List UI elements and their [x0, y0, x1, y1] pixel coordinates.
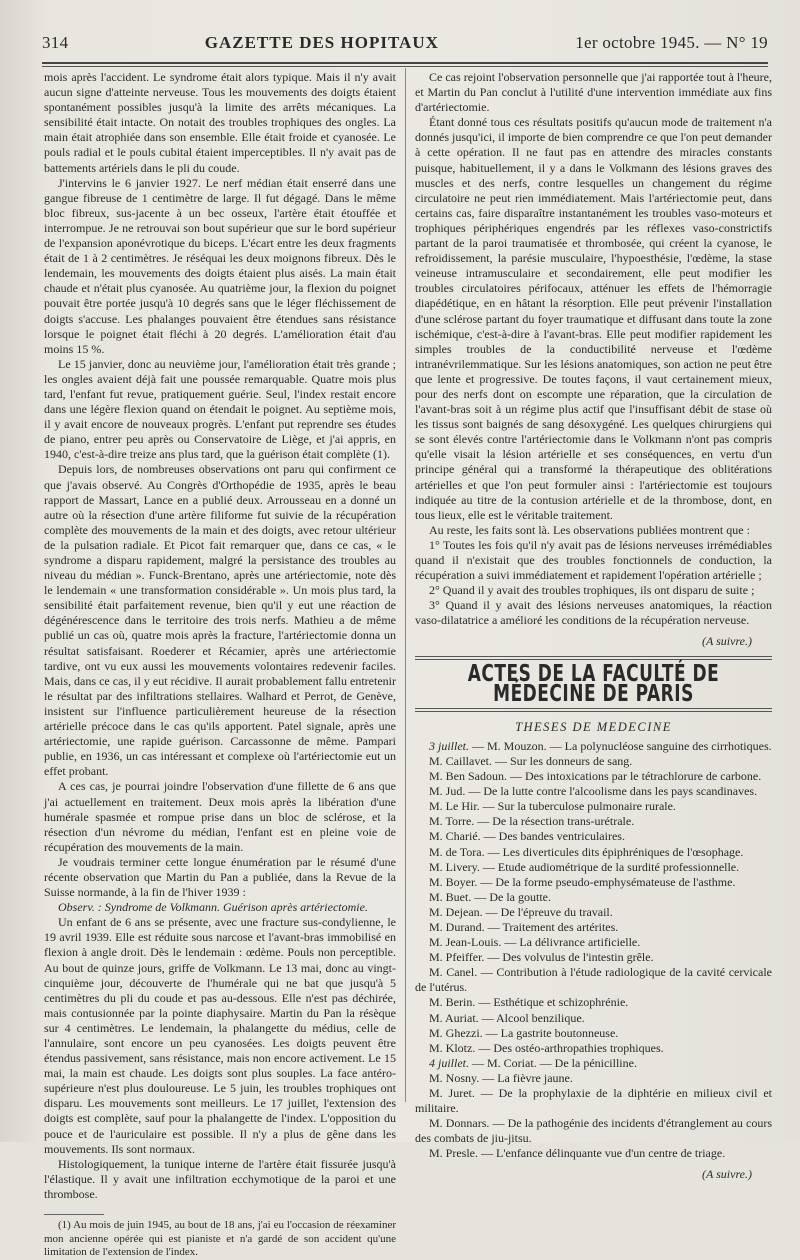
column-divider	[405, 68, 406, 1102]
thesis-text: M. Le Hir. — Sur la tuberculose pulmonaire rurale.	[429, 799, 676, 814]
thesis-text: M. Ghezzi. — La gastrite boutonneuse.	[429, 1025, 619, 1040]
thesis-text: M. Torre. — De la résection trans-urétrale.	[429, 814, 635, 829]
thesis-entry	[415, 920, 772, 935]
thesis-text: M. Caillavet. — Sur les donneurs de sang.	[429, 753, 633, 768]
thesis-text: M. Presle. — L'enfance délinquante vue d'un centre de triage.	[429, 1146, 726, 1161]
paragraph: J'intervins le 6 janvier 1927. Le nerf médian était enserré dans une gangue fibreuse de 1 centimètre de large. Il fut dégagé. Dans le même bloc fibreux, sus-jacente à un bec osseux, l'artère était étouffée et interrompue. Je ne retrouvai son bout supérieur que sur le bord supérieur de l'expansion aponévrotique du biceps. L'écart entre les deux fragments était de 1 à 2 centimètres. Je réséquai les deux moignons fibreux. Dès le lendemain, les mouvements des doigts étaient plus aisés. La main était chaude et n'était plus cyanosée. Au quatrième jour, la flexion du poignet pouvait être portée jusqu'à 10 degrés sans que le léger fléchissement de doigts s'accuse. Les phalanges pouvaient être étendues sans résistance lorsque le poignet était fléchi à 20 degrés. L'amélioration était d'au moins 15 %.	[44, 175, 396, 356]
paragraph: Étant donné tous ces résultats positifs qu'aucun mode de traitement n'a donnés jusqu'ici, il importe de bien comprendre ce que l'on peut demander à cette opération. Il ne faut pas en attendre des miracles constants puisque, habituellement, il y a dans le Volkmann des lésions graves des muscles et des nerfs, contre lesquelles un changement du régime circulatoire ne peut rien immédiatement. Mais l'artériectomie peut, dans certains cas, faire disparaître instantanément les troubles vaso-moteurs et trophiques périphériques engendrés par les réflexes vaso-constrictifs partant de la paroi traumatisée et thrombosée, qui créent la cyanose, le refroidissement, la parésie musculaire, l'hypoesthésie, l'œdème, la stase veineuse intramusculaire et secondairement, elle peut modifier les troubles circulatoires périfocaux, atténuer les effets de l'hémorragie diapédétique, en en hâtant la résorption. Elle peut prévenir l'installation d'une sclérose partant du foyer traumatique et diffusant dans toute la zone ischémique, c'est-à-dire à l'avant-bras. Elle peut modifier rapidement les simples troubles de la conductibilité nerveuse et l'œdème intranévrilemmatique. Sur les lésions anatomiques, son action ne peut être que lente et progressive. De toutes façons, il vaut certainement mieux, pour des nerfs dont on escompte une réparation, que la circulation de l'avant-bras soit à un régime plus actif que l'insuffisant débit de stase où les tissus sont baignés de sang désoxygéné. Les quelques chirurgiens qui se sont élevés contre l'artériectomie dans le Volkmann n'ont pas compris qu'elle visait la lésion artérielle et ses conséquences, en vertu d'un principe général qui a transformé la thérapeutique des oblitérations artérielles et que l'on peut formuler ainsi : l'artériectomie est toujours indiquée au titre de la contusion artérielle et de la thrombose, dont, en tous lieux, elle est le véritable traitement.	[415, 115, 772, 522]
theses-title: THESES DE MEDECINE	[515, 719, 672, 734]
thesis-entry	[415, 814, 772, 829]
thesis-entry	[415, 875, 772, 890]
thesis-text: M. Buet. — De la goutte.	[429, 889, 551, 904]
header-rule	[42, 62, 768, 64]
issue-date: 1er octobre 1945. — N° 19	[575, 33, 768, 52]
thesis-entry	[415, 754, 772, 769]
thesis-entry	[415, 769, 772, 784]
footnote-rule	[44, 1214, 104, 1215]
paragraph: mois après l'accident. Le syndrome était alors typique. Mais il n'y avait aucun signe d'atteinte nerveuse. Tous les mouvements des doigts étaient spontanément possibles jusqu'à la limite des arrêts mécaniques. La sensibilité était intacte. On notait des troubles trophiques des ongles. La main était atrophiée dans son ensemble. Elle était froide et cyanosée. Le pouls radial et le pouls cubital étaient imperceptibles. Il n'y avait pas de battements artériels dans le pli du coude.	[44, 70, 396, 175]
theses-list	[415, 739, 772, 1162]
thesis-entry	[415, 1026, 772, 1041]
thesis-text: M. Ben Sadoun. — Des intoxications par le tétrachlorure de carbone.	[429, 769, 762, 784]
paragraph: 2° Quand il y avait des troubles trophiques, ils ont disparu de suite ;	[429, 583, 755, 598]
thesis-entry	[415, 1146, 772, 1161]
thesis-entry	[415, 799, 772, 814]
thesis-date: 3 juillet.	[429, 738, 472, 753]
thesis-entry	[415, 1116, 772, 1146]
thesis-entry	[415, 829, 772, 844]
thesis-text: M. Jud. — De la lutte contre l'alcoolisme dans les pays scandinaves.	[429, 784, 758, 799]
thesis-entry	[415, 845, 772, 860]
thesis-text: — M. Mouzon. — La polynucléose sanguine des cirrhotiques.	[472, 738, 772, 753]
left-column	[44, 70, 396, 1259]
paragraph: Un enfant de 6 ans se présente, avec une fracture sus-condylienne, le 19 avril 1939. Elle est réduite sous narcose et l'avant-bras immobilisé en flexion à angle droit. Dès le lendemain : œdème. Pouls non perceptible. Au bout de quinze jours, griffe de Volkmann. Le 13 mai, donc au vingt-cinquième jour, découverte de l'humérale qui ne bat que jusqu'à 5 centimètres du pli du coude et pas au-dessous. Elle n'est pas déchirée, mais contusionnée par la pointe diaphysaire. Martin du Pan la résèque sur 4 centimètres. Le lendemain, la phalangette du médius, celle de l'annulaire, sont encore un peu cyanosées. Les doigts peuvent être étendus passivement, sans résistance, mais non encore activement. Le 15 mai, la main est chaude. Les doigts sont plus souples. La face antéro-supérieure n'est plus douloureuse. Le 5 juin, les troubles trophiques ont disparu. Les mouvements sont meilleurs. Le 17 juillet, l'extension des doigts est complète, sauf pour la phalangette de l'index. L'opposition du pouce et de l'auriculaire est possible. Il n'y a plus de gêne dans les mouvements. Ils sont normaux.	[44, 915, 396, 1156]
paragraph: Je voudrais terminer cette longue énumération par le résumé d'une récente observation que Martin du Pan a publiée, dans la Revue de la Suisse normande, à la fin de l'hiver 1939 :	[44, 854, 396, 900]
footnote: (1) Au mois de juin 1945, au bout de 18 ans, j'ai eu l'occasion de réexaminer mon ancienne opérée qui est pianiste et n'a gardé de son accident qu'une limitation de l'extension de l'index.	[44, 1219, 396, 1259]
thesis-entry	[415, 1011, 772, 1026]
section-separator	[415, 656, 772, 660]
section-title: ACTES DE LA FACULTÉ DE MÉDECINE DE PARIS	[467, 660, 720, 708]
thesis-entry	[415, 1071, 772, 1086]
thesis-text: M. Berin. — Esthétique et schizophrénie.	[429, 995, 629, 1010]
thesis-entry	[415, 995, 772, 1010]
thesis-entry	[415, 1056, 772, 1071]
paragraph: Histologiquement, la tunique interne de l'artère était fissurée jusqu'à l'élastique. Il y avait une infiltration ecchymotique de la paroi et une thrombose.	[44, 1156, 396, 1201]
thesis-text: M. Dejean. — De l'épreuve du travail.	[429, 904, 613, 919]
observation-heading: Observ. : Syndrome de Volkmann. Guérison après artériectomie.	[58, 900, 368, 915]
paragraph: Le 15 janvier, donc au neuvième jour, l'amélioration était très grande ; les ongles avaient déjà fait une poussée remarquable. Quatre mois plus tard, l'enfant fut revue, pratiquement guérie. Seul, l'index restait encore dans une légère flexion quand on étendait le poignet. Au septième mois, il y avait encore de nouveaux progrès. L'enfant put reprendre ses études de piano, entrer peu après ou Conservatoire de Liège, et j'ai appris, en 1940, c'est-à-dire treize ans plus tard, que la guérison était complète (1).	[44, 356, 396, 462]
thesis-entry	[415, 965, 772, 995]
page-number: 314	[42, 33, 69, 52]
thesis-text: M. Klotz. — Des ostéo-arthropathies trophiques.	[429, 1040, 664, 1055]
thesis-entry	[415, 905, 772, 920]
thesis-text: M. Donnars. — De la pathogénie des incidents d'étranglement au cours des combats de jiu-jitsu.	[415, 1116, 772, 1146]
thesis-entry	[415, 950, 772, 965]
paragraph: 1° Toutes les fois qu'il n'y avait pas de lésions nerveuses irrémédiables quand il n'existait que des troubles fonctionnels de conduction, la récupération a suivi immédiatement et rapidement l'opération artérielle ;	[415, 537, 772, 583]
header-rule-thin	[42, 66, 768, 67]
paragraph: Ce cas rejoint l'observation personnelle que j'ai rapportée tout à l'heure, et Martin du Pan conclut à l'utilité d'une intervention immédiate aux fins d'artériectomie.	[415, 70, 772, 115]
thesis-date: 4 juillet.	[429, 1055, 472, 1070]
thesis-text: M. Jean-Louis. — La délivrance artificielle.	[429, 935, 641, 950]
paragraph: 3° Quand il y avait des lésions nerveuses anatomiques, la réaction vaso-dilatatrice a amélioré les conditions de la récupération nerveuse.	[415, 598, 772, 628]
thesis-entry	[415, 1041, 772, 1056]
right-column	[415, 70, 772, 1182]
thesis-entry	[415, 890, 772, 905]
thesis-text: M. Boyer. — De la forme pseudo-emphysémateuse de l'asthme.	[429, 874, 736, 889]
thesis-entry	[415, 860, 772, 875]
thesis-text: M. Pfeiffer. — Des volvulus de l'intestin grêle.	[429, 950, 654, 965]
thesis-text: M. Livery. — Etude audiométrique de la surdité professionnelle.	[429, 859, 740, 874]
section-separator	[415, 708, 772, 712]
thesis-entry	[415, 784, 772, 799]
thesis-text: M. Charié. — Des bandes ventriculaires.	[429, 829, 625, 844]
thesis-text: M. de Tora. — Les diverticules dits épiphréniques de l'œsophage.	[429, 844, 744, 859]
thesis-entry	[415, 935, 772, 950]
thesis-text: M. Canel. — Contribution à l'étude radiologique de la cavité cervicale de l'utérus.	[415, 965, 772, 995]
to-be-continued: (A suivre.)	[702, 1167, 752, 1182]
journal-title: GAZETTE DES HOPITAUX	[204, 33, 439, 52]
thesis-text: M. Auriat. — Alcool benzilique.	[429, 1010, 585, 1025]
thesis-text: M. Durand. — Traitement des artérites.	[429, 919, 619, 934]
page-header	[42, 24, 768, 62]
thesis-entry	[415, 1086, 772, 1116]
thesis-text: — M. Coriat. — De la pénicilline.	[472, 1055, 637, 1070]
paragraph: A ces cas, je pourrai joindre l'observation d'une fillette de 6 ans que j'ai actuellement en traitement. Deux mois après la libération d'une humérale spasmée et rompue prise dans un bloc de sclérose, et la résection d'un névrome du médian, l'enfant est en pleine voie de récupération des mouvements de la main.	[44, 779, 396, 854]
thesis-entry	[415, 739, 772, 754]
paragraph: Au reste, les faits sont là. Les observations publiées montrent que :	[429, 522, 750, 537]
thesis-text: M. Nosny. — La fièvre jaune.	[429, 1070, 573, 1085]
to-be-continued: (A suivre.)	[702, 634, 752, 649]
paragraph: Depuis lors, de nombreuses observations ont paru qui confirment ce que j'avais observé. Au Congrès d'Orthopédie de 1935, après le beau rapport de Massart, Lance en a publié deux. Arrousseau en a donné un autre où la résection d'une artère filiforme fut suivie de la récupération complète des mouvements de la main et des doigts, avec retour ultérieur de la pulsation radiale. Et Picot fait remarquer que, dans ce cas, « le syndrome a disparu rapidement, malgré la persistance des troubles au niveau du médian ». Funck-Brentano, après une artériectomie, note dès le lendemain « une transformation considérable ». Un mois plus tard, la sensibilité était parfaitement revenue, bien qu'il y eut une réaction de dégénérescence dans le territoire des trois nerfs. Mathieu a de même publié un cas où, quatre mois après la fracture, l'artériectomie donna un résultat satisfaisant. Roederer et Récamier, après une artériectomie tardive, ont vu eux aussi les mouvements volontaires redevenir faciles. Mais, dans ce cas, il y eut récidive. Il aurait probablement fallu entretenir le résultat par des infiltrations stellaires. Walhard et Perrot, de Genève, insistent sur l'influence particulièrement heureuse de la résection artérielle précoce dans le cas qu'ils apportent. Patel signale, après une artériectomie, une rapide guérison. Carcassonne de même. Pampari publie, en 1936, un cas intéressant et complexe où l'artériectomie eut un effet probant.	[44, 462, 396, 779]
thesis-text: M. Juret. — De la prophylaxie de la diphtérie en milieux civil et militaire.	[415, 1086, 772, 1116]
